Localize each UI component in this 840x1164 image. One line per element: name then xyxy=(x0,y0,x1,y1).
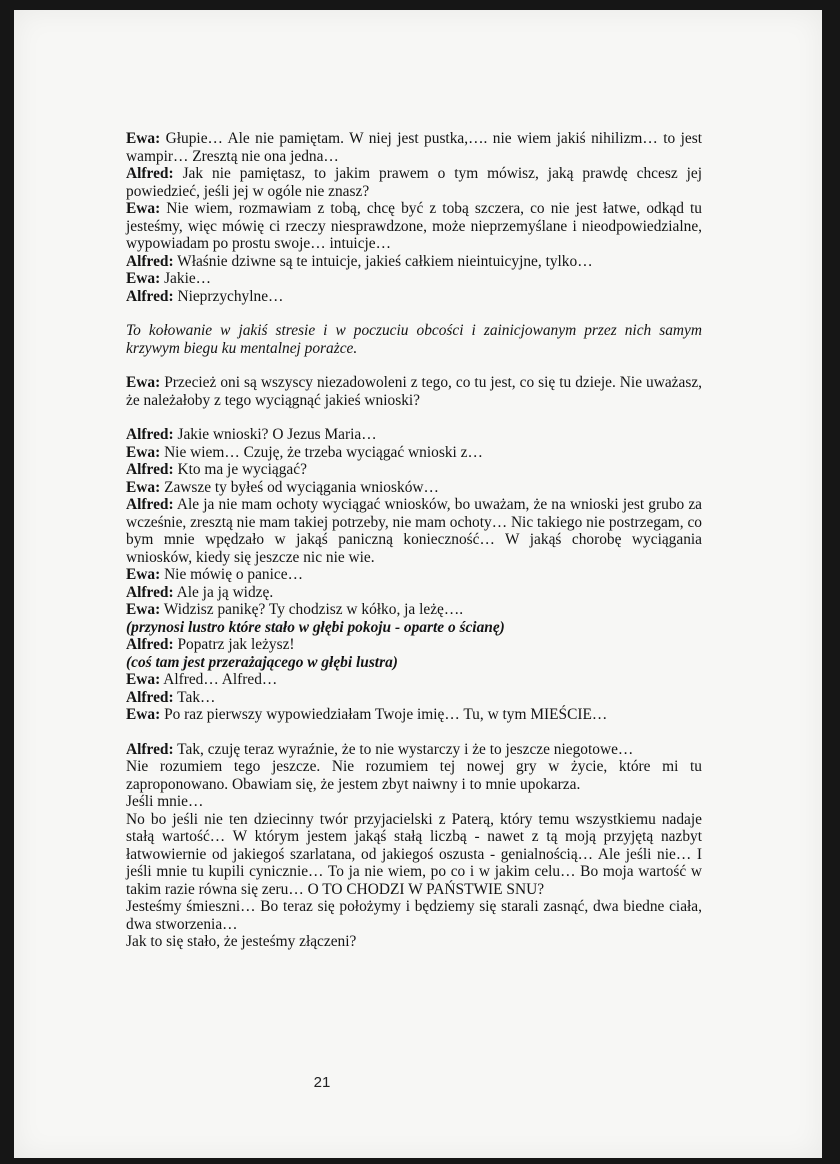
line-text: Głupie… Ale nie pamiętam. W niej jest pustka,…. nie wiem jakiś nihilizm… to jest wampir… Zresztą nie ona jedna… xyxy=(126,130,702,165)
dialogue-line xyxy=(126,689,702,707)
stage-direction: (przynosi lustro które stało w głębi pokoju - oparte o ścianę) xyxy=(126,618,505,636)
line-text: Popatrz jak leżysz! xyxy=(177,636,295,653)
dialogue-line xyxy=(126,741,702,759)
paragraph-gap xyxy=(126,724,702,741)
speaker-name: Ewa: xyxy=(126,200,161,217)
speaker-name: Alfred: xyxy=(126,287,174,305)
line-text: Nie wiem… Czuję, że trzeba wyciągać wnioski z… xyxy=(164,443,483,461)
dialogue-line xyxy=(126,165,702,200)
speaker-name: Alfred: xyxy=(126,426,174,443)
line-text: Jakie wnioski? O Jezus Maria… xyxy=(177,426,377,443)
speaker-name: Ewa: xyxy=(126,601,161,618)
speaker-name: Alfred: xyxy=(126,740,174,758)
dialogue-line xyxy=(126,584,702,602)
monologue-line: Nie rozumiem tego jeszcze. Nie rozumiem tej nowej gry w życie, które mi tu zaproponowano. Obawiam się, że jestem zbyt naiwny i to mnie upokarza. xyxy=(126,758,702,793)
line-text: Po raz pierwszy wypowiedziałam Twoje imię… Tu, w tym MIEŚCIE… xyxy=(164,706,608,723)
line-text: Ale ja ją widzę. xyxy=(176,583,274,601)
speaker-name: Alfred: xyxy=(126,583,174,601)
line-text: Kto ma je wyciągać? xyxy=(177,461,307,478)
monologue-line: Jak to się stało, że jesteśmy złączeni? xyxy=(126,933,357,950)
dialogue-line xyxy=(126,601,702,619)
monologue-line: Jesteśmy śmieszni… Bo teraz się położymy i będziemy się starali zasnąć, dwa biedne ciała, dwa stworzenia… xyxy=(126,898,702,933)
line-text: Zawsze ty byłeś od wyciągania wniosków… xyxy=(164,478,439,496)
line-text: Tak… xyxy=(177,688,216,706)
speaker-name: Alfred: xyxy=(126,165,174,182)
dialogue-line xyxy=(126,671,702,689)
speaker-name: Alfred: xyxy=(126,636,174,653)
speaker-name: Alfred: xyxy=(126,461,174,478)
speaker-name: Ewa: xyxy=(126,270,161,287)
speaker-name: Ewa: xyxy=(126,130,161,147)
line-text: Właśnie dziwne są te intuicje, jakieś całkiem nieintuicyjne, tylko… xyxy=(177,252,593,270)
speaker-name: Ewa: xyxy=(126,706,161,723)
speaker-name: Ewa: xyxy=(126,671,161,688)
paragraph-gap xyxy=(126,409,702,426)
dialogue-line xyxy=(126,444,702,462)
dialogue-line xyxy=(126,496,702,566)
line-text: Nieprzychylne… xyxy=(177,287,284,305)
speaker-name: Ewa: xyxy=(126,374,161,391)
speaker-name: Ewa: xyxy=(126,566,161,583)
line-text: Tak, czuję teraz wyraźnie, że to nie wystarczy i że to jeszcze niegotowe… xyxy=(177,740,634,758)
speaker-name: Alfred: xyxy=(126,252,174,270)
dialogue-line xyxy=(126,130,702,165)
italic-narration: To kołowanie w jakiś stresie i w poczuciu obcości i zainicjowanym przez nich samym krzywym biegu ku mentalnej porażce. xyxy=(126,322,702,357)
dialogue-line xyxy=(126,479,702,497)
dialogue-line xyxy=(126,636,702,654)
dialogue-line xyxy=(126,706,702,724)
paragraph-gap xyxy=(126,357,702,374)
dialogue-line xyxy=(126,461,702,479)
line-text: Przecież oni są wszyscy niezadowoleni z tego, co tu jest, co się tu dzieje. Nie uważasz, że należałoby z tego wyciągnąć jakieś wnioski? xyxy=(126,374,702,409)
page-number: 21 xyxy=(313,1074,331,1091)
stage-direction: (coś tam jest przerażającego w głębi lustra) xyxy=(126,653,398,671)
speaker-name: Ewa: xyxy=(126,443,161,461)
dialogue-text xyxy=(126,130,702,951)
line-text: Nie mówię o panice… xyxy=(164,566,303,583)
line-text: Nie wiem, rozmawiam z tobą, chcę być z tobą szczera, co nie jest łatwe, odkąd tu jesteśmy, więc mówię ci rzeczy niesprawdzone, może nieprzemyślane i nieodpowiedzialne, wypowiadam po prostu swoje… intuicje… xyxy=(126,200,702,252)
speaker-name: Alfred: xyxy=(126,688,174,706)
line-text: Jak nie pamiętasz, to jakim prawem o tym mówisz, jaką prawdę chcesz jej powiedzieć, jeśli jej w ogóle nie znasz? xyxy=(126,165,702,200)
dialogue-line xyxy=(126,374,702,409)
paragraph-gap xyxy=(126,305,702,322)
speaker-name: Alfred: xyxy=(126,496,174,513)
monologue-line: Jeśli mnie… xyxy=(126,793,204,810)
monologue-line: No bo jeśli nie ten dziecinny twór przyjacielski z Paterą, który temu wszystkiemu nadaje stałą wartość… W którym jestem jakąś stałą liczbą - nawet z tą moją przyjętą nazbyt łatwowiernie od jakiegoś szarlatana, od jakiegoś oszusta - genialnością… Ale jeśli nie… I jeśli mnie tu kupili cynicznie… To ja nie wiem, po co i w jakim celu… Bo moja wartość w takim razie równa się zeru… O TO CHODZI W PAŃSTWIE SNU? xyxy=(126,810,702,898)
dialogue-line xyxy=(126,566,702,584)
dialogue-line xyxy=(126,426,702,444)
dialogue-line xyxy=(126,253,702,271)
dialogue-line xyxy=(126,200,702,253)
dialogue-line xyxy=(126,288,702,306)
line-text: Jakie… xyxy=(164,270,212,287)
dialogue-line xyxy=(126,270,702,288)
speaker-name: Ewa: xyxy=(126,478,161,496)
line-text: Alfred… Alfred… xyxy=(163,671,278,688)
line-text: Widzisz panikę? Ty chodzisz w kółko, ja leżę…. xyxy=(163,601,464,618)
line-text: Ale ja nie mam ochoty wyciągać wniosków, bo uważam, że na wnioski jest grubo za wcześnie, zresztą nie mam takiej potrzeby, nie mam ochoty… Nic takiego nie postrzegam, co bym mnie wpędzało w jakąś paniczną konieczność… W jakąś chorobę wyciągania wniosków, kiedy się jeszcze nic nie wie. xyxy=(126,496,702,566)
